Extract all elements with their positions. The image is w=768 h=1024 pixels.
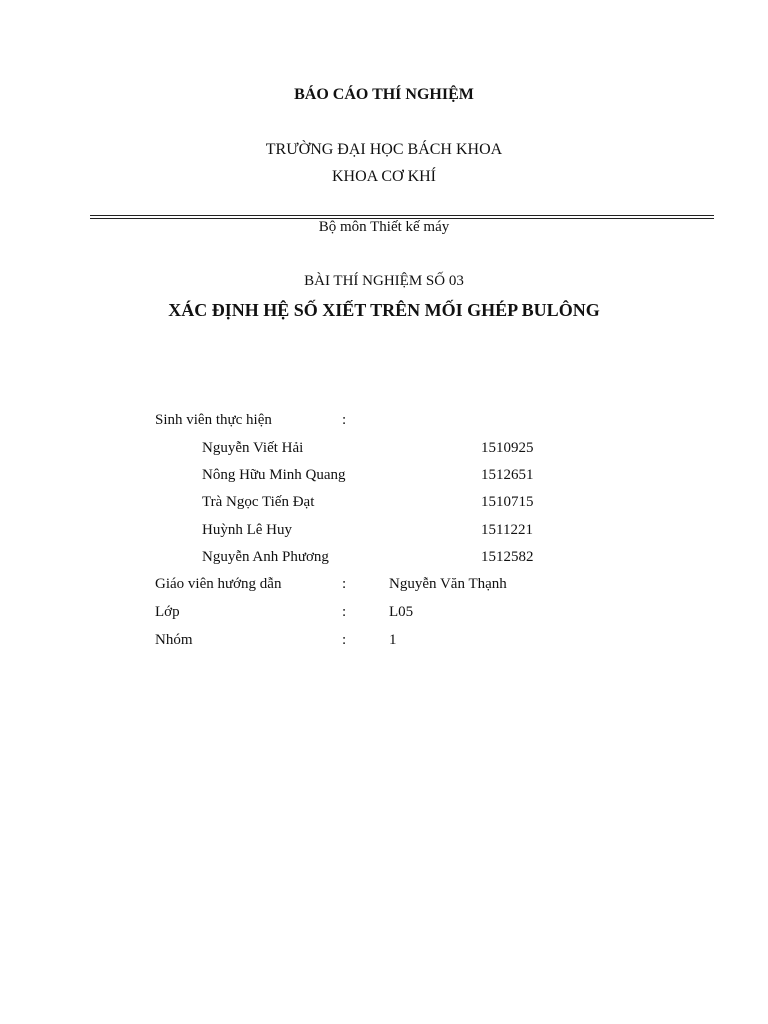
student-name: Nông Hữu Minh Quang [202, 467, 346, 483]
instructor-name: Nguyễn Văn Thạnh [389, 576, 507, 592]
student-name: Nguyễn Viết Hải [202, 440, 304, 456]
experiment-number: BÀI THÍ NGHIỆM SỐ 03 [304, 273, 464, 289]
report-title: BÁO CÁO THÍ NGHIỆM [294, 86, 474, 103]
divider-line-top [90, 215, 714, 216]
student-id: 1512651 [481, 467, 534, 483]
student-name: Nguyễn Anh Phương [202, 549, 329, 565]
students-label: Sinh viên thực hiện [155, 412, 272, 428]
student-id: 1510715 [481, 494, 534, 510]
class-value: L05 [389, 604, 414, 620]
class-colon: : [342, 604, 347, 620]
department-name: Bộ môn Thiết kế máy [318, 219, 450, 235]
class-label: Lớp [155, 604, 180, 620]
student-name: Trà Ngọc Tiến Đạt [202, 494, 315, 510]
group-colon: : [342, 632, 347, 648]
group-label: Nhóm [155, 632, 193, 648]
student-name: Huỳnh Lê Huy [202, 522, 292, 538]
students-colon: : [342, 412, 347, 428]
experiment-title: XÁC ĐỊNH HỆ SỐ XIẾT TRÊN MỐI GHÉP BULÔNG [168, 300, 600, 320]
university-name: TRƯỜNG ĐẠI HỌC BÁCH KHOA [265, 141, 503, 158]
student-id: 1511221 [481, 522, 533, 538]
group-value: 1 [389, 632, 397, 648]
student-id: 1510925 [481, 440, 534, 456]
faculty-name: KHOA CƠ KHÍ [332, 168, 436, 185]
instructor-colon: : [342, 576, 347, 592]
student-id: 1512582 [481, 549, 534, 565]
instructor-label: Giáo viên hướng dẫn [155, 576, 282, 592]
